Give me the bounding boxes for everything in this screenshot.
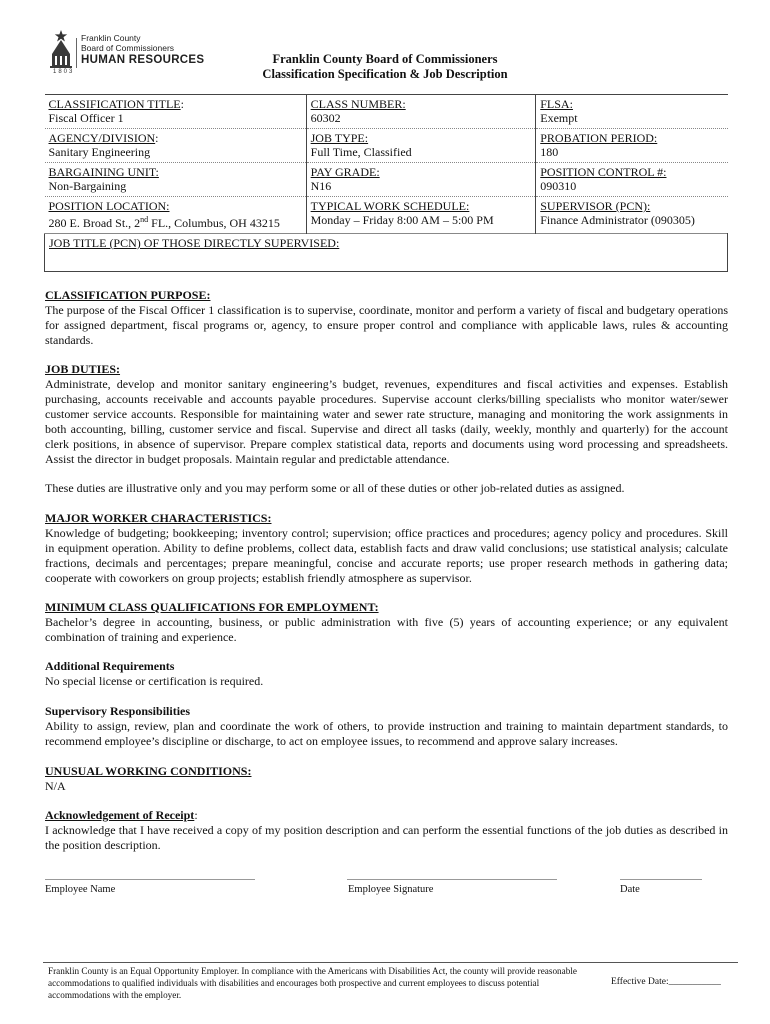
acknowledgement-heading: Acknowledgement of Receipt [45,808,195,822]
position-control-value: 090310 [540,179,577,193]
unusual-working-conditions-heading: UNUSUAL WORKING CONDITIONS: [45,764,252,778]
agency-division-label: AGENCY/DIVISION [48,131,156,145]
employee-name-line[interactable] [45,879,255,880]
date-line[interactable] [620,879,702,880]
position-location-value-part1: 280 E. Broad St., 2 [48,216,141,230]
job-duties-text: Administrate, develop and monitor sanitary engineering’s budget, revenues, expenditures and fiscal activities and expenses. Establish purchasing, accounts receivable and accounts payable procedures. Supervise account clerks/billing specialists who monitor water/sewer customer service accounts. Responsible for maintaining water and sewer rate structure, managing and monitoring the work assignments in both accounting, billing, customer service and fiscal. Supervise and direct all tasks (daily, weekly, monthly and quarterly) for the account clerk positions, in absence of supervisor. Prepare complex statistical data, reports and documents using word processing and spreadsheets. Assist the director in budget proposals. Maintain regular and predictable attendance. [45,377,728,466]
additional-requirements-heading: Additional Requirements [45,659,175,673]
document-subtitle: Classification Specification & Job Description [262,67,508,81]
typical-work-schedule-value: Monday – Friday 8:00 AM – 5:00 PM [310,213,494,227]
major-worker-characteristics-text: Knowledge of budgeting; bookkeeping; inventory control; supervision; office practices and procedures; agency policy and procedures. Skill in equipment operation. Ability to define problems, collect data, establish facts and draw valid conclusions; use statistical analysis; calculate fractions, decimals and percentages; prepare meaningful, concise and accurate reports; use proper research methods in gathering data; cooperate with coworkers on group projects; establish friendly atmosphere as supervisor. [45,526,728,585]
logo-line-2: Board of Commissioners [81,43,175,53]
job-type-value: Full Time, Classified [310,145,412,159]
pay-grade-cell [306,163,536,197]
agency-division-value: Sanitary Engineering [48,145,151,159]
employee-signature-line[interactable] [347,879,557,880]
effective-date [611,977,721,987]
acknowledgement-text: I acknowledge that I have received a copy of my position description and can perform the essential functions of the job duties as described in the position description. [45,823,728,852]
supervisor-cell [536,197,728,234]
major-worker-characteristics-section [45,511,728,586]
flsa-cell [536,95,728,129]
additional-requirements-section [45,659,728,689]
typical-work-schedule-cell [306,197,536,234]
acknowledgement-section [45,808,728,853]
job-duties-section [45,362,728,467]
position-location-value-sup: nd [140,215,149,224]
logo-year: 1803 [53,69,75,75]
supervisory-responsibilities-section [45,704,728,749]
agency-division-cell: AGENCY/DIVISION: Sanitary Engineering [45,129,307,163]
position-control-cell [536,163,728,197]
job-type-label: JOB TYPE: [310,131,369,145]
logo-line-1: Franklin County [81,33,141,43]
probation-period-cell [536,129,728,163]
flsa-label: FLSA: [540,97,573,111]
class-number-value: 60302 [310,111,341,125]
footer-box [43,962,738,1003]
position-location-value-part2: FL., Columbus, OH 43215 [148,216,280,230]
additional-requirements-text: No special license or certification is required. [45,674,264,688]
classification-purpose-heading: CLASSIFICATION PURPOSE: [45,288,211,302]
class-number-label: CLASS NUMBER: [310,97,406,111]
supervisor-value: Finance Administrator (090305) [540,213,695,227]
employee-name-label: Employee Name [45,884,116,895]
effective-date-blank[interactable]: ___________ [668,977,721,987]
job-title-supervised-cell [45,234,728,272]
supervisor-label: SUPERVISOR (PCN): [540,199,651,213]
supervisory-responsibilities-heading: Supervisory Responsibilities [45,704,191,718]
job-duties-heading: JOB DUTIES: [45,362,121,376]
position-location-cell [45,197,307,234]
bargaining-unit-cell [45,163,307,197]
position-control-label: POSITION CONTROL #: [540,165,667,179]
bargaining-unit-label: BARGAINING UNIT: [48,165,159,179]
classification-title-cell: CLASSIFICATION TITLE: Fiscal Officer 1 [45,95,307,129]
probation-period-value: 180 [540,145,559,159]
minimum-qualifications-heading: MINIMUM CLASS QUALIFICATIONS FOR EMPLOYMENT: [45,600,379,614]
flsa-value: Exempt [540,111,578,125]
classification-title-label: CLASSIFICATION TITLE [48,97,181,111]
supervisory-responsibilities-text: Ability to assign, review, plan and coordinate the work of others, to provide instruction and training to maintain department standards, to recommend employee’s discipline or discharge, to act on employee issues, to recommend and approve salary increases. [45,719,728,748]
minimum-qualifications-section [45,600,728,645]
date-label: Date [620,884,640,895]
position-location-value [49,216,280,230]
logo-line-3: HUMAN RESOURCES [81,54,205,66]
position-info-table [44,94,728,272]
bargaining-unit-value: Non-Bargaining [48,179,127,193]
classification-title-value: Fiscal Officer 1 [48,111,124,125]
probation-period-label: PROBATION PERIOD: [540,131,658,145]
effective-date-label: Effective Date: [611,977,669,987]
employee-signature-label: Employee Signature [348,884,434,895]
acknowledgement-colon: : [194,808,198,822]
document-title: Franklin County Board of Commissioners [272,52,498,66]
unusual-working-conditions-text: N/A [45,779,66,793]
job-title-supervised-label: JOB TITLE (PCN) OF THOSE DIRECTLY SUPERVISED: [49,236,340,250]
classification-purpose-text: The purpose of the Fiscal Officer 1 classification is to supervise, coordinate, monitor and perform a variety of fiscal and budgetary operations for assigned department, fiscal programs or, agency, to ensure proper control and compliance with applicable laws, rules & accounting standards. [45,303,728,347]
position-location-label: POSITION LOCATION: [48,199,170,213]
major-worker-characteristics-heading: MAJOR WORKER CHARACTERISTICS: [45,511,272,525]
class-number-cell [306,95,536,129]
job-duties-note: These duties are illustrative only and you may perform some or all of these duties or other job-related duties as assigned. [45,481,625,495]
equal-opportunity-statement: Franklin County is an Equal Opportunity Employer. In compliance with the Americans with Disabilities Act, the county will provide reasonable accommodations to qualified individuals with disabilities and encourages both prospective and current employees to discuss potential accommodations with the employer. [48,966,577,1000]
pay-grade-label: PAY GRADE: [310,165,380,179]
classification-purpose-section [45,288,728,348]
typical-work-schedule-label: TYPICAL WORK SCHEDULE: [310,199,470,213]
job-type-cell [306,129,536,163]
unusual-working-conditions-section [45,764,728,794]
minimum-qualifications-text: Bachelor’s degree in accounting, business, or public administration with five (5) years of accounting experience; or any equivalent combination of training and experience. [45,615,728,644]
pay-grade-value: N16 [310,179,332,193]
